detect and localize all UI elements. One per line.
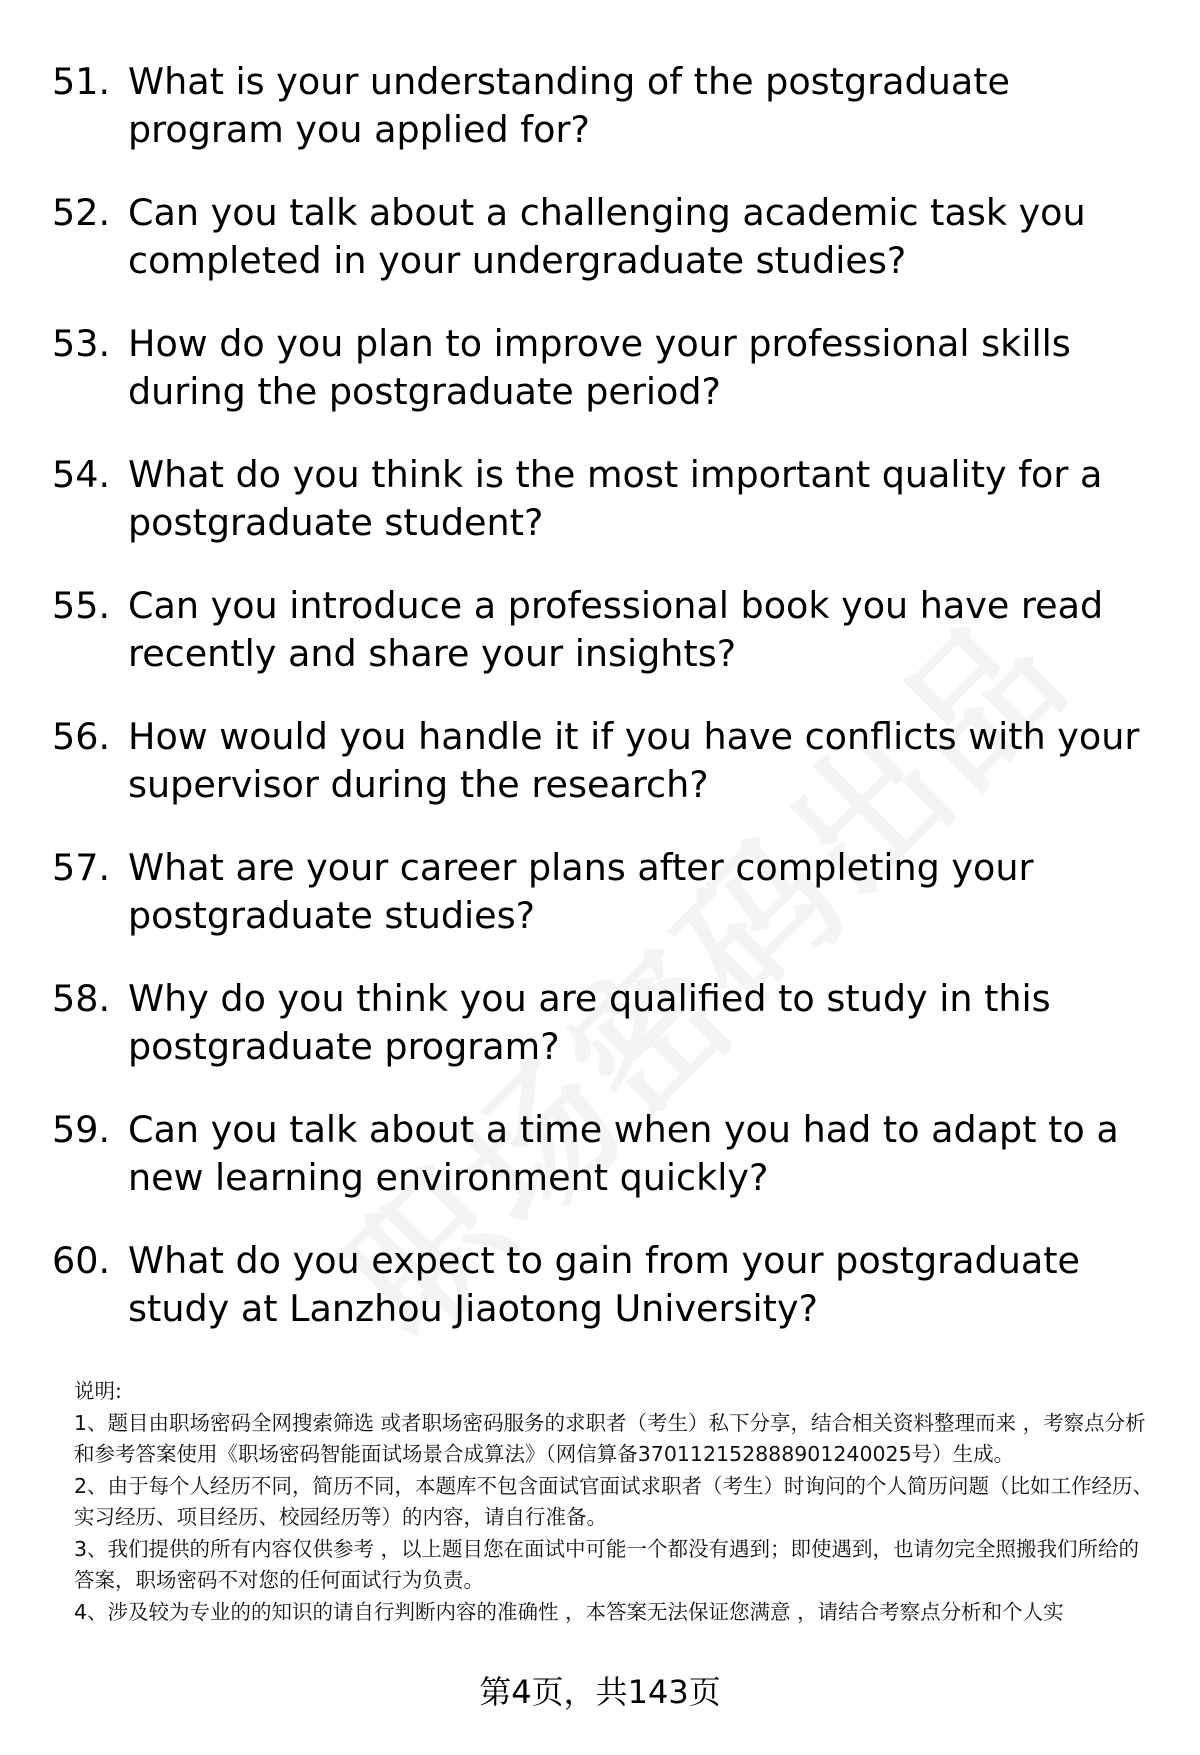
question-number: 53. [52,322,111,365]
question-number: 55. [52,584,111,627]
question-text: What are your career plans after completing your postgraduate studies? [128,846,1034,937]
question-text: What is your understanding of the postgraduate program you applied for? [128,60,1010,151]
note-item: 2、由于每个人经历不同，简历不同，本题库不包含面试官面试求职者（考生）时询问的个人简历问题（比如工作经历、实习经历、项目经历、校园经历等）的内容，请自行准备。 [74,1473,1154,1529]
question-number: 51. [52,60,111,103]
question-list [52,58,1162,1368]
question-text: Can you talk about a challenging academic task you completed in your undergraduate studies? [128,191,1086,282]
question-item [52,1237,1162,1368]
question-text: What do you expect to gain from your postgraduate study at Lanzhou Jiaotong University? [128,1239,1080,1330]
question-number: 57. [52,846,111,889]
question-item [52,713,1162,844]
question-item [52,451,1162,582]
question-text: What do you think is the most important quality for a postgraduate student? [128,453,1103,544]
question-item [52,844,1162,975]
question-number: 60. [52,1239,111,1282]
question-text: How do you plan to improve your professional skills during the postgraduate period? [128,322,1071,413]
question-number: 52. [52,191,111,234]
note-item: 3、我们提供的所有内容仅供参考 ，以上题目您在面试中可能一个都没有遇到；即使遇到，也请勿完全照搬我们所给的答案，职场密码不对您的任何面试行为负责。 [74,1536,1140,1592]
note-item: 4、涉及较为专业的的知识的请自行判断内容的准确性 ，本答案无法保证您满意 ，请结合考察点分析和个人实 [74,1599,1064,1624]
question-number: 58. [52,977,111,1020]
question-item [52,975,1162,1106]
question-item [52,320,1162,451]
question-item [52,58,1162,189]
question-text: Can you talk about a time when you had to adapt to a new learning environment quickly? [128,1108,1119,1199]
notes-heading: 说明: [74,1379,122,1403]
question-item [52,189,1162,320]
page-number: 第4页，共143页 [479,1673,721,1711]
question-number: 54. [52,453,111,496]
note-item: 1、题目由职场密码全网搜索筛选 或者职场密码服务的求职者（考生）私下分享，结合相关资料整理而来 ，考察点分析和参考答案使用《职场密码智能面试场景合成算法》（网信算备370112152888901240025号）生成。 [74,1410,1146,1466]
question-text: How would you handle it if you have conflicts with your supervisor during the research? [128,715,1140,806]
question-number: 56. [52,715,111,758]
question-text: Can you introduce a professional book you have read recently and share your insights? [128,584,1104,675]
question-item [52,1106,1162,1237]
question-item [52,582,1162,713]
notes-section [74,1376,1154,1628]
question-number: 59. [52,1108,111,1151]
question-text: Why do you think you are qualified to study in this postgraduate program? [128,977,1051,1068]
